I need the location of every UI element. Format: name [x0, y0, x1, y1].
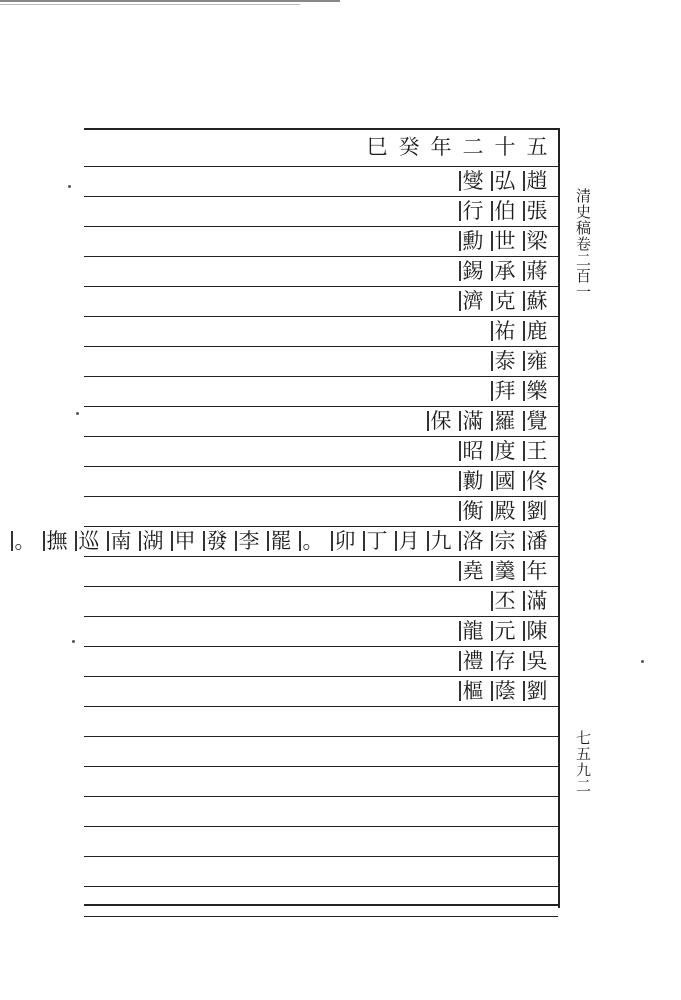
row-divider	[84, 766, 558, 767]
official-table	[14, 128, 558, 908]
speck	[76, 412, 79, 415]
table-cell-char: 巡	[74, 526, 104, 556]
table-cell-char: 蔣	[522, 256, 552, 286]
table-cell-char: 丕	[490, 586, 520, 616]
table-cell-char: 潘	[522, 526, 552, 556]
row-divider	[84, 316, 558, 317]
table-top-rule	[84, 128, 558, 130]
table-cell-char: 元	[490, 616, 520, 646]
table-cell-char: 南	[106, 526, 136, 556]
side-title: 清史稿卷二百一	[574, 188, 592, 300]
table-cell-char: 泰	[490, 346, 520, 376]
table-cell-char: 度	[490, 436, 520, 466]
table-cell-char: 伯	[490, 196, 520, 226]
table-cell-char: 吳	[522, 646, 552, 676]
table-cell-char: 丁	[362, 526, 392, 556]
table-cell-char: 保	[426, 406, 456, 436]
table-cell-char: 克	[490, 286, 520, 316]
table-cell-char: 罷	[266, 526, 296, 556]
table-bottom-rule	[84, 904, 558, 906]
table-cell-char: 陳	[522, 616, 552, 646]
table-cell-char: 龍	[458, 616, 488, 646]
table-cell-char: 樂	[522, 376, 552, 406]
table-cell-char: 蘇	[522, 286, 552, 316]
table-cell-char: 祐	[490, 316, 520, 346]
table-cell-char: 宗	[490, 526, 520, 556]
table-cell-char: 發	[202, 526, 232, 556]
row-divider	[84, 736, 558, 737]
table-cell-char: 佟	[522, 466, 552, 496]
table-cell-char: 行	[458, 196, 488, 226]
speck	[641, 660, 644, 663]
table-cell-char: 張	[522, 196, 552, 226]
table-cell-char: 勷	[458, 466, 488, 496]
table-cell-char: 趙	[522, 166, 552, 196]
table-cell-char: 堯	[458, 556, 488, 586]
table-cell-char: 錫	[458, 256, 488, 286]
top-rule	[0, 0, 340, 2]
table-cell-char: 月	[394, 526, 424, 556]
row-divider	[84, 706, 558, 707]
table-cell-char: 。	[298, 526, 328, 556]
table-cell-char: 覺	[522, 406, 552, 436]
header-char: 癸	[398, 135, 420, 159]
table-cell-char: 蔭	[490, 676, 520, 706]
row-divider	[84, 856, 558, 857]
table-cell-char: 昭	[458, 436, 488, 466]
table-cell-char: 劉	[522, 496, 552, 526]
table-cell-char: 世	[490, 226, 520, 256]
table-cell-char: 殿	[490, 496, 520, 526]
table-cell-char: 滿	[522, 586, 552, 616]
table-cell-char: 勳	[458, 226, 488, 256]
row-divider	[84, 916, 558, 917]
table-cell-char: 洛	[458, 526, 488, 556]
table-cell-char: 撫	[42, 526, 72, 556]
table-cell-char: 濟	[458, 286, 488, 316]
row-divider	[84, 886, 558, 887]
page-number: 七五九二	[574, 730, 592, 794]
row-divider	[84, 586, 558, 587]
table-right-rule	[558, 128, 560, 908]
table-cell-char: 衡	[458, 496, 488, 526]
table-cell-char: 劉	[522, 676, 552, 706]
header-char: 二	[462, 135, 484, 159]
table-cell-char: 王	[522, 436, 552, 466]
table-cell-char: 湖	[138, 526, 168, 556]
top-rule-thin	[0, 4, 300, 5]
table-cell-char: 羹	[490, 556, 520, 586]
table-cell-char: 梁	[522, 226, 552, 256]
row-divider	[84, 376, 558, 377]
header-char: 五	[526, 135, 548, 159]
table-cell-char: 。	[10, 526, 40, 556]
table-cell-char: 雍	[522, 346, 552, 376]
table-cell-char: 承	[490, 256, 520, 286]
table-cell-char: 甲	[170, 526, 200, 556]
table-cell-char: 拜	[490, 376, 520, 406]
header-char: 巳	[366, 135, 388, 159]
speck	[68, 185, 71, 188]
header-char: 年	[430, 135, 452, 159]
table-cell-char: 弘	[490, 166, 520, 196]
header-char: 十	[494, 135, 516, 159]
table-cell-char: 李	[234, 526, 264, 556]
table-cell-char: 滿	[458, 406, 488, 436]
row-divider	[84, 346, 558, 347]
table-cell-char: 禮	[458, 646, 488, 676]
table-cell-char: 年	[522, 556, 552, 586]
table-cell-char: 存	[490, 646, 520, 676]
table-cell-char: 卯	[330, 526, 360, 556]
table-cell-char: 樞	[458, 676, 488, 706]
row-divider	[84, 826, 558, 827]
speck	[72, 640, 75, 643]
table-cell-char: 羅	[490, 406, 520, 436]
table-cell-char: 燮	[458, 166, 488, 196]
row-divider	[84, 796, 558, 797]
table-cell-char: 國	[490, 466, 520, 496]
table-cell-char: 九	[426, 526, 456, 556]
table-cell-char: 鹿	[522, 316, 552, 346]
